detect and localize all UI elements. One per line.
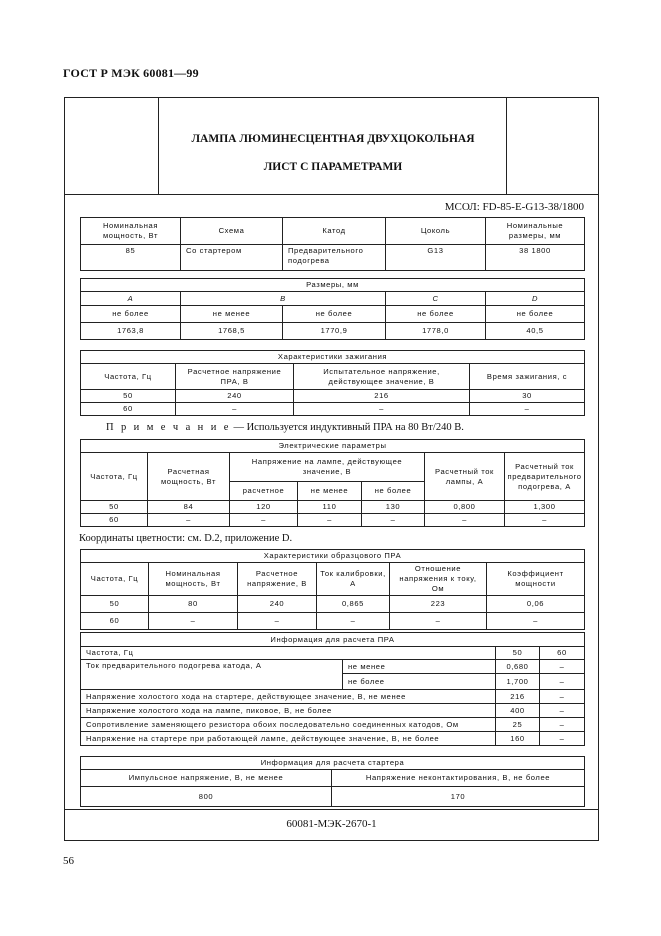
header-cell: Расчетное напряжение, В: [238, 563, 317, 596]
dimension-letter: A: [81, 292, 181, 306]
lamp-code: МСОЛ: FD-85-E-G13-38/1800: [444, 201, 584, 213]
value-cell: 1763,8: [81, 323, 181, 340]
value-cell: –: [317, 613, 390, 630]
value-cell: 170: [332, 787, 585, 807]
header-cell: Цоколь: [386, 218, 486, 245]
ballast-note: [106, 422, 464, 433]
value-cell: 50: [496, 647, 540, 660]
value-cell: 60: [81, 403, 176, 416]
subheader-cell: не более: [362, 482, 425, 501]
value-cell: –: [148, 514, 230, 527]
electrical-table: [80, 439, 585, 527]
limit-cell: не более: [343, 674, 496, 690]
value-cell: 0,800: [425, 501, 505, 514]
value-cell: 60: [81, 514, 148, 527]
limit-cell: не более: [283, 306, 386, 323]
value-cell: 60: [81, 613, 149, 630]
value-cell: 25: [496, 718, 540, 732]
header-cell: Напряжение неконтактирования, В, не более: [332, 770, 585, 787]
value-cell: 1778,0: [386, 323, 486, 340]
value-cell: 84: [148, 501, 230, 514]
value-cell: 50: [81, 501, 148, 514]
value-cell: 223: [390, 596, 487, 613]
title-line-2: ЛИСТ С ПАРАМЕТРАМИ: [263, 161, 403, 173]
value-cell: –: [390, 613, 487, 630]
row-label: Напряжение холостого хода на стартере, действующее значение, В, не менее: [81, 690, 496, 704]
dimension-letter: D: [486, 292, 585, 306]
header-cell: Ток калибровки, А: [317, 563, 390, 596]
value-cell: 85: [81, 245, 181, 271]
chromaticity-note: Координаты цветности: см. D.2, приложение D.: [79, 533, 293, 544]
value-cell: 38 1800: [486, 245, 585, 271]
value-cell: 0,06: [487, 596, 585, 613]
title-left-cell: [65, 98, 159, 195]
table-title: Характеристики образцового ПРА: [81, 550, 585, 563]
table-title: Информация для расчета ПРА: [81, 633, 585, 647]
header-cell: Расчетное напряжение ПРА, В: [176, 364, 294, 390]
value-cell: 50: [81, 596, 149, 613]
value-cell: –: [425, 514, 505, 527]
ignition-table: [80, 350, 585, 416]
header-cell: Импульсное напряжение, В, не менее: [81, 770, 332, 787]
note-label: П р и м е ч а н и е: [106, 422, 231, 433]
header-cell: Номинальные размеры, мм: [486, 218, 585, 245]
general-table: [80, 217, 585, 271]
table-title: Характеристики зажигания: [81, 351, 585, 364]
value-cell: 80: [149, 596, 238, 613]
reference-ballast-table: [80, 549, 585, 630]
header-cell: Расчетная мощность, Вт: [148, 453, 230, 501]
row-label: Частота, Гц: [81, 647, 496, 660]
value-cell: –: [540, 732, 585, 746]
value-cell: 60: [540, 647, 585, 660]
value-cell: 400: [496, 704, 540, 718]
value-cell: –: [505, 514, 585, 527]
value-cell: –: [149, 613, 238, 630]
header-cell: Напряжение на лампе, действующее значение, В: [230, 453, 425, 482]
value-cell: 216: [294, 390, 470, 403]
value-cell: 240: [176, 390, 294, 403]
value-cell: 50: [81, 390, 176, 403]
table-title: Электрические параметры: [81, 440, 585, 453]
value-cell: –: [540, 674, 585, 690]
header-cell: Частота, Гц: [81, 563, 149, 596]
limit-cell: не менее: [343, 660, 496, 674]
value-cell: 1,700: [496, 674, 540, 690]
limit-cell: не более: [81, 306, 181, 323]
limit-cell: не более: [386, 306, 486, 323]
ballast-info-table: [80, 632, 585, 746]
header-cell: Катод: [283, 218, 386, 245]
value-cell: 0,680: [496, 660, 540, 674]
value-cell: 110: [298, 501, 362, 514]
value-cell: Со стартером: [181, 245, 283, 271]
value-cell: 240: [238, 596, 317, 613]
header-cell: Частота, Гц: [81, 364, 176, 390]
standard-header: ГОСТ Р МЭК 60081—99: [63, 66, 199, 80]
value-cell: –: [540, 690, 585, 704]
value-cell: Предварительного подогрева: [283, 245, 386, 271]
value-cell: –: [487, 613, 585, 630]
limit-cell: не менее: [181, 306, 283, 323]
value-cell: –: [298, 514, 362, 527]
header-cell: Частота, Гц: [81, 453, 148, 501]
header-cell: Расчетный ток лампы, А: [425, 453, 505, 501]
footer-divider: [65, 809, 598, 810]
dimension-letter: B: [181, 292, 386, 306]
header-cell: Коэффициент мощности: [487, 563, 585, 596]
row-label: Сопротивление заменяющего резистора обоих последовательно соединенных катодов, Ом: [81, 718, 496, 732]
page-number: 56: [63, 855, 74, 867]
title-line-1: ЛАМПА ЛЮМИНЕСЦЕНТНАЯ ДВУХЦОКОЛЬНАЯ: [191, 133, 475, 145]
value-cell: 1768,5: [181, 323, 283, 340]
header-cell: Испытательное напряжение, действующее значение, В: [294, 364, 470, 390]
value-cell: 800: [81, 787, 332, 807]
starter-info-table: [80, 756, 585, 807]
table-title: Размеры, мм: [81, 279, 585, 292]
row-label: Ток предварительного подогрева катода, А: [81, 660, 343, 690]
table-title: Информация для расчета стартера: [81, 757, 585, 770]
row-label: Напряжение холостого хода на лампе, пиковое, В, не более: [81, 704, 496, 718]
value-cell: –: [540, 660, 585, 674]
value-cell: 130: [362, 501, 425, 514]
value-cell: 40,5: [486, 323, 585, 340]
title-block: [65, 98, 598, 195]
value-cell: G13: [386, 245, 486, 271]
subheader-cell: не менее: [298, 482, 362, 501]
dimension-letter: C: [386, 292, 486, 306]
header-cell: Время зажигания, с: [470, 364, 585, 390]
value-cell: –: [540, 704, 585, 718]
value-cell: –: [470, 403, 585, 416]
value-cell: –: [362, 514, 425, 527]
value-cell: 1770,9: [283, 323, 386, 340]
value-cell: –: [294, 403, 470, 416]
header-cell: Расчетный ток предварительного подогрева, А: [505, 453, 585, 501]
title-right-cell: [506, 98, 598, 195]
dimensions-table: [80, 278, 585, 340]
limit-cell: не более: [486, 306, 585, 323]
value-cell: 30: [470, 390, 585, 403]
value-cell: 160: [496, 732, 540, 746]
value-cell: –: [540, 718, 585, 732]
header-cell: Номинальная мощность, Вт: [81, 218, 181, 245]
subheader-cell: расчетное: [230, 482, 298, 501]
header-cell: Схема: [181, 218, 283, 245]
row-label: Напряжение на стартере при работающей лампе, действующее значение, В, не более: [81, 732, 496, 746]
header-cell: Отношение напряжения к току, Ом: [390, 563, 487, 596]
value-cell: 216: [496, 690, 540, 704]
value-cell: –: [230, 514, 298, 527]
header-cell: Номинальная мощность, Вт: [149, 563, 238, 596]
value-cell: –: [238, 613, 317, 630]
value-cell: 0,865: [317, 596, 390, 613]
sheet-title: [160, 125, 506, 181]
value-cell: 1,300: [505, 501, 585, 514]
value-cell: –: [176, 403, 294, 416]
note-text: — Используется индуктивный ПРА на 80 Вт/240 В.: [230, 422, 464, 433]
footer-code: 60081-МЭК-2670-1: [286, 818, 377, 830]
value-cell: 120: [230, 501, 298, 514]
